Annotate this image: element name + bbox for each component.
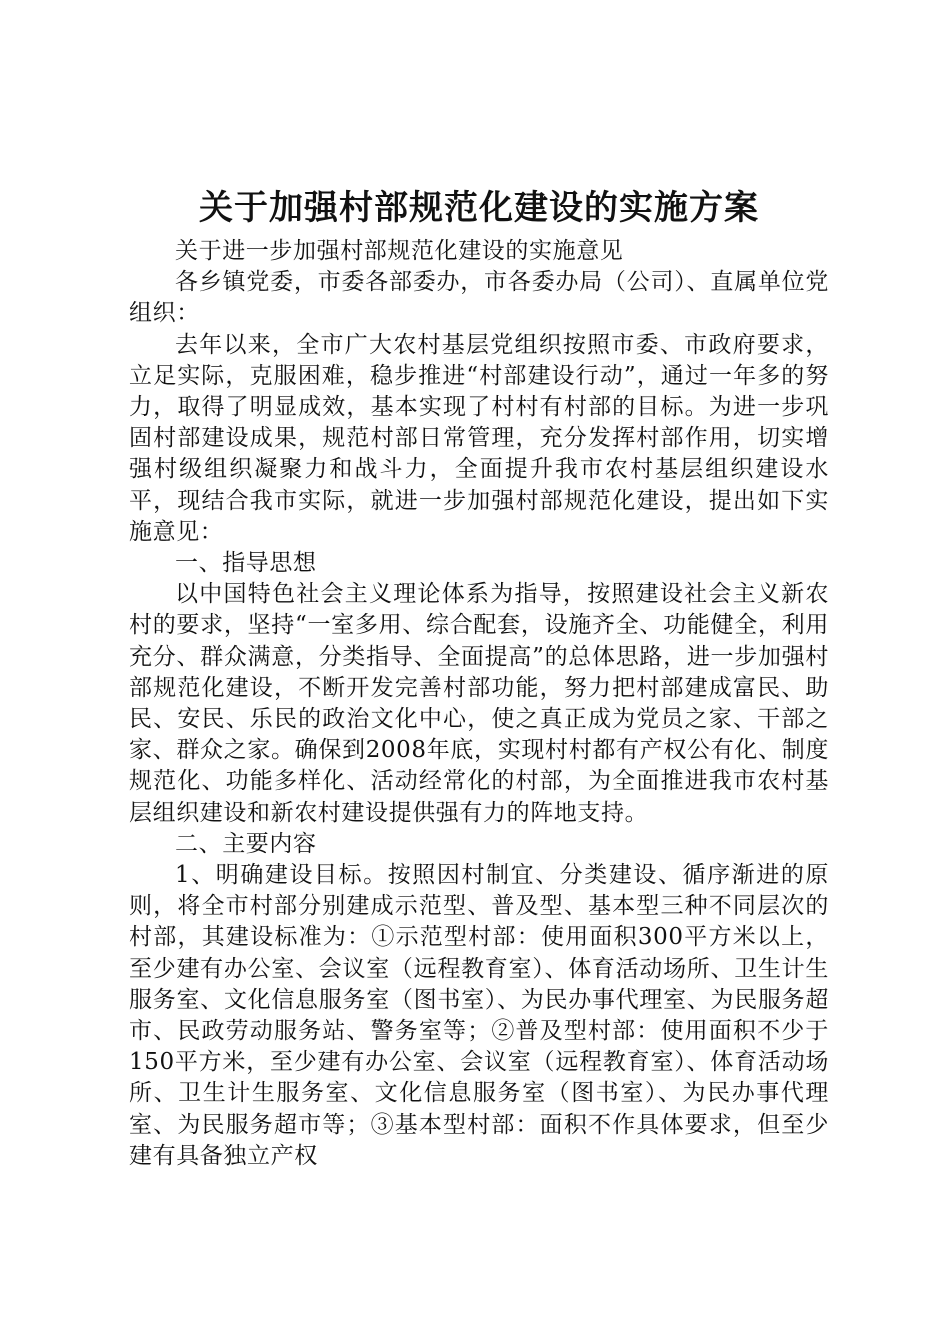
document-title: 关于加强村部规范化建设的实施方案 xyxy=(199,188,759,228)
paragraph-intro: 去年以来，全市广大农村基层党组织按照市委、市政府要求，立足实际，克服困难，稳步推进“村部建设行动”，通过一年多的努力，取得了明显成效，基本实现了村村有村部的目标。为进一步巩固村部建设成果，规范村部日常管理，充分发挥村部作用，切实增强村级组织凝聚力和战斗力，全面提升我市农村基层组织建设水平，现结合我市实际，就进一步加强村部规范化建设，提出如下实施意见： xyxy=(129,331,829,545)
document-body xyxy=(129,236,829,1172)
section-heading-main-content: 二、主要内容 xyxy=(175,830,317,857)
paragraph-guiding-ideology: 以中国特色社会主义理论体系为指导，按照建设社会主义新农村的要求，坚持“一室多用、综合配套，设施齐全、功能健全，利用充分、群众满意，分类指导、全面提高”的总体思路，进一步加强村部规范化建设，不断开发完善村部功能，努力把村部建成富民、助民、安民、乐民的政治文化中心，使之真正成为党员之家、干部之家、群众之家。确保到2008年底，实现村村都有产权公有化、制度规范化、功能多样化、活动经常化的村部，为全面推进我市农村基层组织建设和新农村建设提供强有力的阵地支持。 xyxy=(129,581,829,826)
paragraph-addressee: 各乡镇党委，市委各部委办，市各委办局（公司）、直属单位党组织： xyxy=(129,269,829,327)
section-heading-guiding-ideology: 一、指导思想 xyxy=(175,550,317,577)
paragraph-construction-goals: 1、明确建设目标。按照因村制宜、分类建设、循序渐进的原则，将全市村部分别建成示范型、普及型、基本型三种不同层次的村部，其建设标准为：①示范型村部：使用面积300平方米以上，至少建有办公室、会议室（远程教育室）、体育活动场所、卫生计生服务室、文化信息服务室（图书室）、为民办事代理室、为民服务超市、民政劳动服务站、警务室等；②普及型村部：使用面积不少于150平方米，至少建有办公室、会议室（远程教育室）、体育活动场所、卫生计生服务室、文化信息服务室（图书室）、为民办事代理室、为民服务超市等；③基本型村部：面积不作具体要求，但至少建有具备独立产权 xyxy=(129,862,829,1169)
paragraph-subtitle: 关于进一步加强村部规范化建设的实施意见 xyxy=(175,238,624,264)
